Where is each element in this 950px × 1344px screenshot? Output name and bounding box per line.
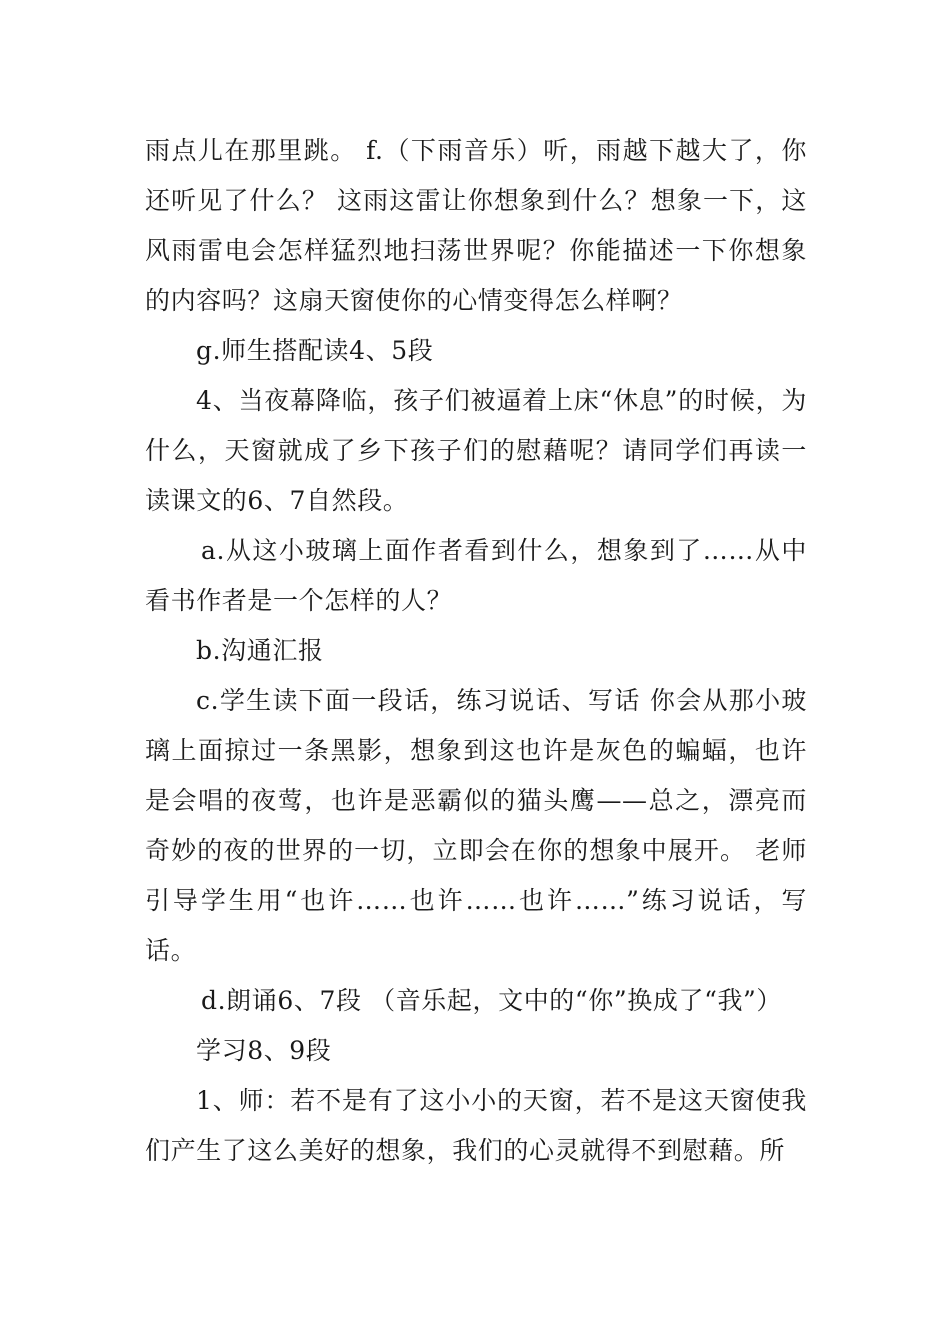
paragraph-5: b.沟通汇报: [196, 636, 324, 665]
document-body: [145, 126, 807, 1176]
paragraph-7: d.朗诵6、7段 （音乐起，文中的“你”换成了“我”）: [201, 986, 783, 1015]
paragraph-6: c.学生读下面一段话，练习说话、写话 你会从那小玻璃上面掠过一条黑影，想象到这也许是灰色的蝙蝠，也许是会唱的夜莺，也许是恶霸似的猫头鹰——总之，漂亮而奇妙的夜的世界的一切，立即会在你的想象中展开。 老师引导学生用“也许……也许……也许……”练习说话，写话。: [145, 686, 807, 965]
paragraph-8: 学习8、9段: [196, 1036, 332, 1065]
paragraph-1: 雨点儿在那里跳。 f.（下雨音乐）听，雨越下越大了，你还听见了什么？ 这雨这雷让你想象到什么？想象一下，这风雨雷电会怎样猛烈地扫荡世界呢？你能描述一下你想象的内容吗？这扇天窗使你的心情变得怎么样啊？: [145, 136, 807, 315]
paragraph-9: 1、师：若不是有了这小小的天窗，若不是这天窗使我们产生了这么美好的想象，我们的心灵就得不到慰藉。所: [145, 1086, 807, 1165]
paragraph-4: a.从这小玻璃上面作者看到什么，想象到了……从中看书作者是一个怎样的人？: [145, 536, 807, 615]
paragraph-2: g.师生搭配读4、5段: [196, 336, 434, 365]
paragraph-3: 4、当夜幕降临，孩子们被逼着上床“休息”的时候，为什么，天窗就成了乡下孩子们的慰藉呢？请同学们再读一读课文的6、7自然段。: [145, 386, 807, 515]
